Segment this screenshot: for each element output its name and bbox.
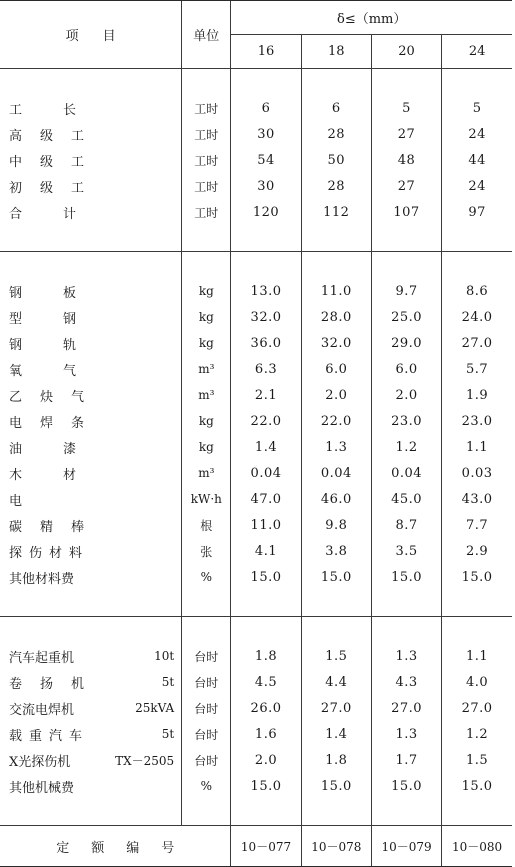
row-value: 6: [231, 95, 301, 121]
row-item: [0, 773, 182, 799]
row-name: 电: [9, 493, 23, 509]
row-value: 24: [442, 121, 512, 147]
section-spacer: [0, 617, 512, 644]
row-value: 15.0: [231, 564, 301, 590]
row-value: 13.0: [231, 278, 301, 304]
row-value: 28: [301, 173, 371, 199]
table-row: [0, 147, 512, 173]
row-unit: 工时: [182, 199, 231, 225]
table-row: [0, 382, 512, 408]
row-name: 其他材料费: [9, 571, 75, 587]
row-value: 54: [231, 147, 301, 173]
row-unit: kg: [182, 434, 231, 460]
row-value: 1.1: [442, 434, 512, 460]
table-row: [0, 669, 512, 695]
row-name: 钢轨: [9, 337, 118, 353]
row-value: 7.7: [442, 512, 512, 538]
row-name: 电焊条: [9, 415, 103, 431]
row-item: [0, 721, 182, 747]
header-thickness: δ≤（mm）: [231, 1, 512, 35]
row-value: 4.1: [231, 538, 301, 564]
row-value: 50: [301, 147, 371, 173]
row-value: 1.7: [371, 747, 441, 773]
row-value: 1.5: [442, 747, 512, 773]
row-value: 23.0: [371, 408, 441, 434]
row-value: 9.7: [371, 278, 441, 304]
row-unit: %: [182, 564, 231, 590]
row-name: 工长: [9, 102, 118, 118]
row-spec: 5t: [161, 675, 175, 689]
row-value: 1.4: [231, 434, 301, 460]
row-value: 27.0: [301, 695, 371, 721]
table-row: [0, 330, 512, 356]
table-row: [0, 356, 512, 382]
row-value: 8.6: [442, 278, 512, 304]
row-value: 27: [371, 173, 441, 199]
row-value: 15.0: [442, 564, 512, 590]
machinery-section: [0, 617, 512, 826]
row-value: 5.7: [442, 356, 512, 382]
row-value: 6: [301, 95, 371, 121]
row-value: 1.8: [231, 643, 301, 669]
row-value: 27.0: [442, 695, 512, 721]
table-row: [0, 512, 512, 538]
row-value: 9.8: [301, 512, 371, 538]
row-value: 28.0: [301, 304, 371, 330]
row-value: 1.1: [442, 643, 512, 669]
row-value: 25.0: [371, 304, 441, 330]
row-value: 0.04: [301, 460, 371, 486]
row-name: X光探伤机: [9, 754, 71, 770]
header-col-18: 18: [301, 35, 371, 69]
row-unit: 工时: [182, 121, 231, 147]
row-item: [0, 95, 182, 121]
row-value: 11.0: [231, 512, 301, 538]
footer-section: [0, 826, 512, 867]
row-unit: 工时: [182, 173, 231, 199]
table-row: [0, 747, 512, 773]
row-value: 47.0: [231, 486, 301, 512]
row-unit: 台时: [182, 643, 231, 669]
row-value: 3.8: [301, 538, 371, 564]
row-item: [0, 330, 182, 356]
row-value: 2.0: [371, 382, 441, 408]
row-item: [0, 121, 182, 147]
row-value: 1.2: [442, 721, 512, 747]
row-value: 5: [442, 95, 512, 121]
row-item: [0, 147, 182, 173]
table-row: [0, 695, 512, 721]
row-unit: 张: [182, 538, 231, 564]
row-name: 乙炔气: [9, 389, 103, 405]
row-value: 30: [231, 121, 301, 147]
row-value: 6.3: [231, 356, 301, 382]
footer-code: 10－080: [442, 826, 512, 867]
row-value: 4.0: [442, 669, 512, 695]
section-spacer: [0, 252, 512, 279]
labor-section: [0, 69, 512, 252]
footer-label: 定额编号: [0, 826, 231, 867]
row-value: 28: [301, 121, 371, 147]
row-value: 15.0: [301, 564, 371, 590]
row-name: 初级工: [9, 180, 103, 196]
header-col-16: 16: [231, 35, 301, 69]
row-value: 1.3: [371, 643, 441, 669]
row-value: 15.0: [231, 773, 301, 799]
row-value: 1.6: [231, 721, 301, 747]
table-row: [0, 434, 512, 460]
row-value: 23.0: [442, 408, 512, 434]
row-value: 107: [371, 199, 441, 225]
row-value: 46.0: [301, 486, 371, 512]
row-value: 45.0: [371, 486, 441, 512]
table-row: [0, 773, 512, 799]
row-spec: 25kVA: [135, 701, 175, 715]
row-name: 交流电焊机: [9, 702, 75, 718]
row-value: 2.0: [301, 382, 371, 408]
row-item: [0, 173, 182, 199]
table-row: [0, 95, 512, 121]
row-value: 24: [442, 173, 512, 199]
row-value: 15.0: [371, 564, 441, 590]
table-row: [0, 304, 512, 330]
row-value: 2.1: [231, 382, 301, 408]
header-col-24: 24: [442, 35, 512, 69]
row-item: [0, 199, 182, 225]
row-value: 27: [371, 121, 441, 147]
row-value: 48: [371, 147, 441, 173]
row-item: [0, 356, 182, 382]
row-item: [0, 304, 182, 330]
row-value: 112: [301, 199, 371, 225]
row-value: 1.3: [301, 434, 371, 460]
row-name: 载重汽车: [9, 728, 90, 744]
row-item: [0, 382, 182, 408]
row-value: 32.0: [231, 304, 301, 330]
row-value: 5: [371, 95, 441, 121]
row-item: [0, 408, 182, 434]
footer-row: [0, 826, 512, 867]
header-unit: 单位: [182, 1, 231, 69]
row-unit: kg: [182, 408, 231, 434]
table-row: [0, 721, 512, 747]
row-value: 30: [231, 173, 301, 199]
row-value: 22.0: [231, 408, 301, 434]
section-spacer: [0, 799, 512, 826]
row-unit: 台时: [182, 747, 231, 773]
row-value: 29.0: [371, 330, 441, 356]
row-name: 汽车起重机: [9, 650, 75, 666]
row-item: [0, 538, 182, 564]
row-value: 4.5: [231, 669, 301, 695]
row-name: 碳精棒: [9, 519, 103, 535]
row-value: 15.0: [442, 773, 512, 799]
row-item: [0, 747, 182, 773]
row-name: 钢板: [9, 285, 118, 301]
table-row: [0, 538, 512, 564]
footer-code: 10－079: [371, 826, 441, 867]
row-value: 22.0: [301, 408, 371, 434]
row-item: [0, 695, 182, 721]
row-unit: 台时: [182, 721, 231, 747]
row-item: [0, 512, 182, 538]
row-value: 44: [442, 147, 512, 173]
row-name: 型钢: [9, 311, 118, 327]
row-unit: %: [182, 773, 231, 799]
row-value: 1.4: [301, 721, 371, 747]
row-name: 油漆: [9, 441, 118, 457]
section-spacer: [0, 69, 512, 96]
row-unit: m³: [182, 382, 231, 408]
row-name: 氧气: [9, 363, 118, 379]
row-unit: kg: [182, 304, 231, 330]
row-name: 中级工: [9, 154, 103, 170]
row-value: 0.03: [442, 460, 512, 486]
row-name: 其他机械费: [9, 780, 75, 796]
header-col-20: 20: [371, 35, 441, 69]
header-item: 项目: [0, 1, 182, 69]
row-item: [0, 486, 182, 512]
row-unit: kW·h: [182, 486, 231, 512]
row-value: 3.5: [371, 538, 441, 564]
row-item: [0, 643, 182, 669]
row-value: 24.0: [442, 304, 512, 330]
row-item: [0, 278, 182, 304]
row-value: 8.7: [371, 512, 441, 538]
row-unit: m³: [182, 356, 231, 382]
row-value: 1.2: [371, 434, 441, 460]
row-name: 卷扬机: [9, 676, 103, 692]
table-row: [0, 121, 512, 147]
row-value: 1.5: [301, 643, 371, 669]
section-spacer: [0, 225, 512, 252]
row-unit: 根: [182, 512, 231, 538]
table-row: [0, 173, 512, 199]
row-unit: kg: [182, 330, 231, 356]
row-name: 高级工: [9, 128, 103, 144]
row-unit: 台时: [182, 669, 231, 695]
row-spec: 10t: [154, 649, 175, 663]
row-item: [0, 460, 182, 486]
row-value: 15.0: [301, 773, 371, 799]
row-name: 合计: [9, 206, 118, 222]
row-value: 36.0: [231, 330, 301, 356]
table-row: [0, 564, 512, 590]
row-unit: 工时: [182, 147, 231, 173]
table-row: [0, 460, 512, 486]
row-item: [0, 669, 182, 695]
row-value: 15.0: [371, 773, 441, 799]
footer-code: 10－078: [301, 826, 371, 867]
row-value: 120: [231, 199, 301, 225]
row-unit: kg: [182, 278, 231, 304]
row-spec: TX－2505: [115, 753, 175, 768]
row-name: 木材: [9, 467, 118, 483]
row-value: 4.3: [371, 669, 441, 695]
row-value: 97: [442, 199, 512, 225]
row-value: 6.0: [371, 356, 441, 382]
table-row: [0, 199, 512, 225]
footer-code: 10－077: [231, 826, 301, 867]
row-value: 43.0: [442, 486, 512, 512]
row-value: 27.0: [442, 330, 512, 356]
row-unit: 台时: [182, 695, 231, 721]
table-row: [0, 278, 512, 304]
row-value: 32.0: [301, 330, 371, 356]
row-value: 1.8: [301, 747, 371, 773]
row-value: 6.0: [301, 356, 371, 382]
row-value: 2.9: [442, 538, 512, 564]
row-value: 1.3: [371, 721, 441, 747]
table-row: [0, 408, 512, 434]
row-value: 27.0: [371, 695, 441, 721]
row-value: 1.9: [442, 382, 512, 408]
table-row: [0, 486, 512, 512]
row-value: 11.0: [301, 278, 371, 304]
row-item: [0, 564, 182, 590]
row-value: 0.04: [371, 460, 441, 486]
material-section: [0, 252, 512, 617]
row-value: 0.04: [231, 460, 301, 486]
section-spacer: [0, 590, 512, 617]
row-value: 26.0: [231, 695, 301, 721]
row-value: 4.4: [301, 669, 371, 695]
row-item: [0, 434, 182, 460]
row-value: 2.0: [231, 747, 301, 773]
row-unit: 工时: [182, 95, 231, 121]
row-unit: m³: [182, 460, 231, 486]
table-row: [0, 643, 512, 669]
row-spec: 5t: [161, 727, 175, 741]
row-name: 探伤材料: [9, 545, 90, 561]
